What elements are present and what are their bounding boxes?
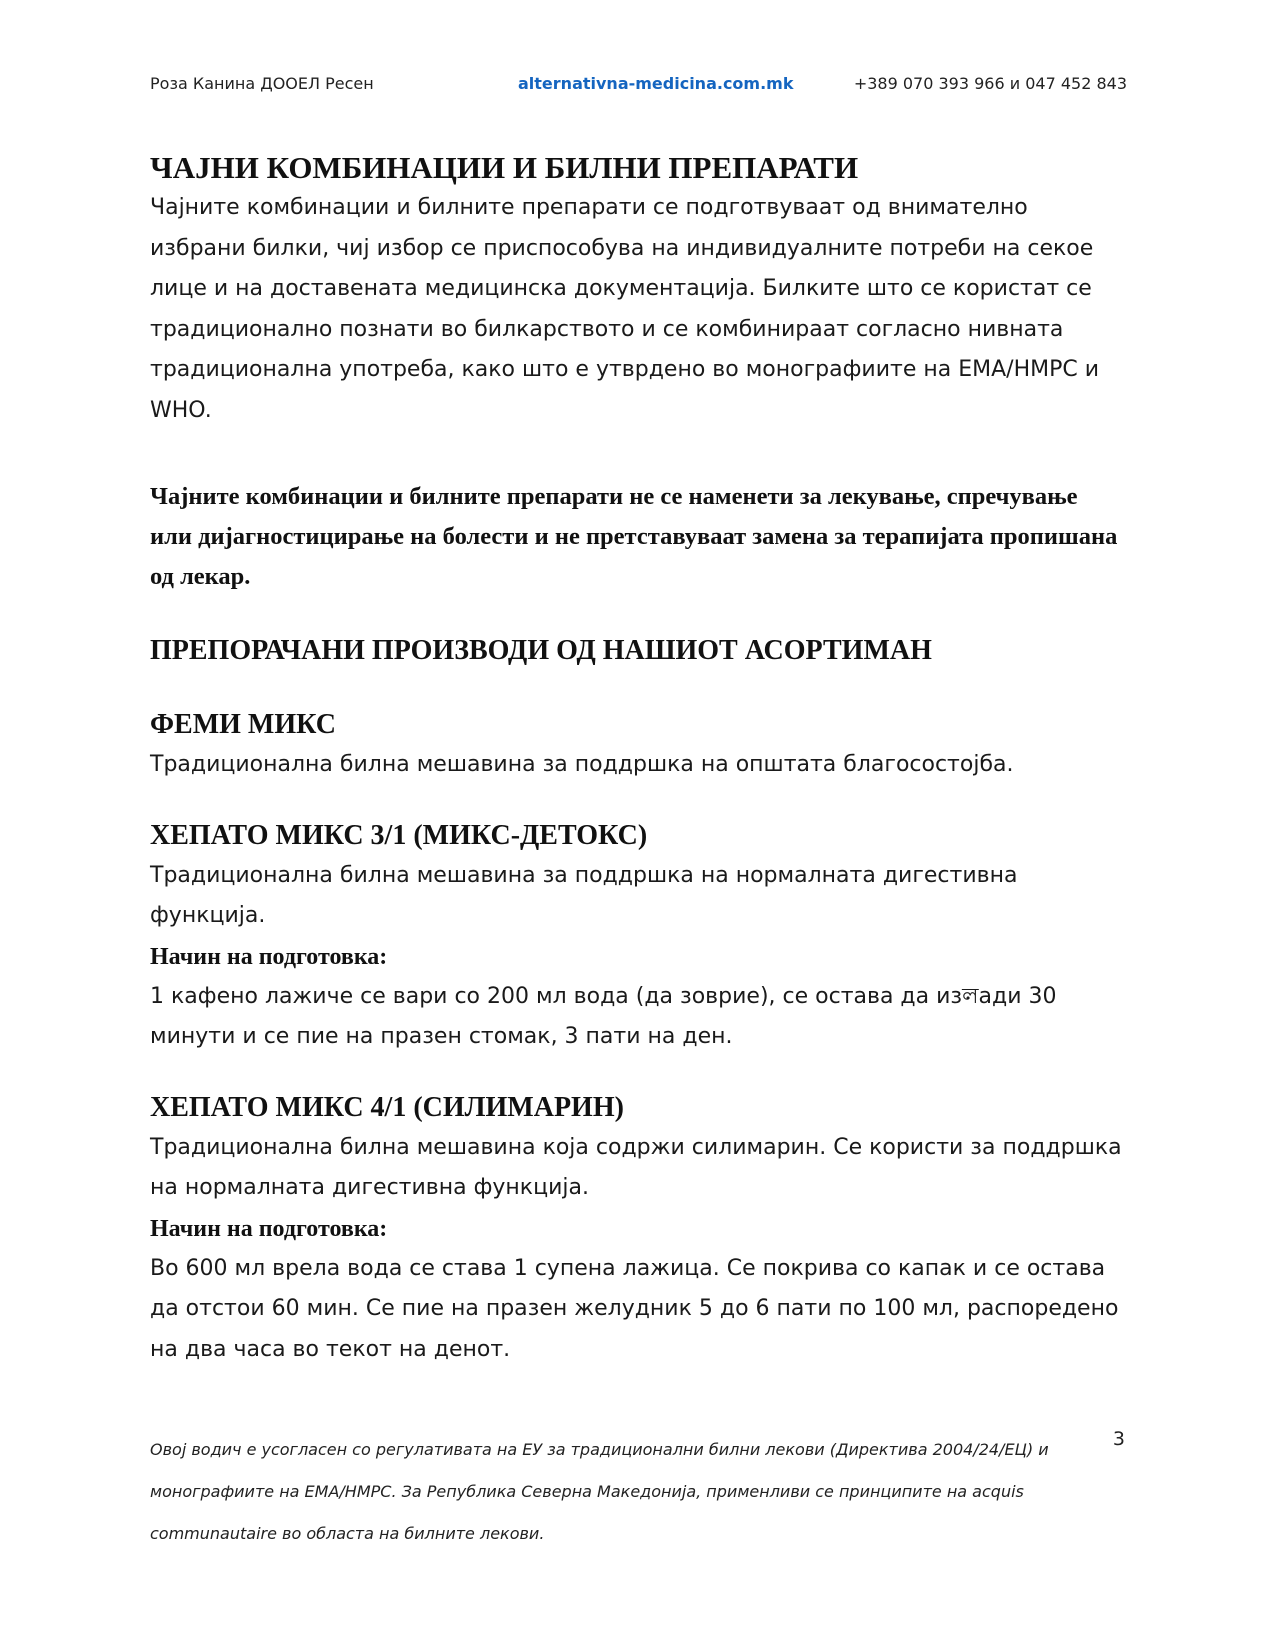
product-hepato-miks-4-1 xyxy=(150,1088,1125,1371)
preparation-label: Начин на подготовка: xyxy=(150,943,388,970)
page-content xyxy=(150,148,1125,1370)
footer-line-3: communautaire во областа на билните лекови. xyxy=(150,1524,545,1543)
section-title: ЧАЈНИ КОМБИНАЦИИ И БИЛНИ ПРЕПАРАТИ xyxy=(150,150,859,185)
product-hepato-miks-3-1 xyxy=(150,816,1125,1058)
product-name: ХЕПАТО МИКС 4/1 (СИЛИМАРИН) xyxy=(150,1091,624,1123)
page-number: 3 xyxy=(1112,1428,1125,1450)
disclaimer-text: Чајните комбинации и билните препарати не се наменети за лекување, спречување или дијагностицирање на болести и не претставуваат замена за терапијата пропишана од лекар. xyxy=(150,483,1118,590)
product-femi-miks xyxy=(150,705,1125,786)
product-description: Традиционална билна мешавина за поддршка на нормалната дигестивна функција. xyxy=(150,862,1018,928)
product-name: ФЕМИ МИКС xyxy=(150,709,336,740)
product-description: Традиционална билна мешавина за поддршка на општата благосостојба. xyxy=(150,752,1014,777)
product-name: ХЕПАТО МИКС 3/1 (МИКС-ДЕТОКС) xyxy=(150,819,648,851)
preparation-label: Начин на подготовка: xyxy=(150,1215,388,1242)
preparation-text: Во 600 мл врела вода се става 1 супена лажица. Се покрива со капак и се остава да отстои 60 мин. Се пие на празен желудник 5 до 6 пати по 100 мл, распоредено на два часа во текот на денот. xyxy=(150,1255,1119,1362)
section-intro: Чајните комбинации и билните препарати се подготвуваат од внимателно избрани билки, чиј избор се приспособува на индивидуалните потреби на секое лице и на доставената медицинска документација. Билките што се користат се традиционално познати во билкарството и се комбинираат согласно нивната традиционална употреба, како што е утврдено во монографиите на ЕМА/HMPC и WHO. xyxy=(150,195,1100,423)
header-website-link[interactable]: alternativna-medicina.com.mk xyxy=(518,74,794,93)
footer-line-1: Овој водич е усогласен со регулативата на ЕУ за традиционални билни лекови (Директива 2004/24/ЕЦ) и xyxy=(150,1440,1049,1459)
footer-line-2: монографиите на ЕМА/HMPC. За Република Северна Македонија, применливи се принципите на acquis xyxy=(150,1482,1024,1501)
header-phone: +389 070 393 966 и 047 452 843 xyxy=(853,74,1127,93)
recommended-title: ПРЕПОРАЧАНИ ПРОИЗВОДИ ОД НАШИОТ АСОРТИМАН xyxy=(150,635,932,666)
product-description: Традиционална билна мешавина која содржи силимарин. Се користи за поддршка на нормалната дигестивна функција. xyxy=(150,1134,1122,1200)
preparation-text: 1 кафено лажиче се вари со 200 мл вода (да зоврие), се остава да изলади 30 минути и се пие на празен стомак, 3 пати на ден. xyxy=(150,983,1057,1049)
header-company: Роза Канина ДООЕЛ Ресен xyxy=(150,74,374,93)
